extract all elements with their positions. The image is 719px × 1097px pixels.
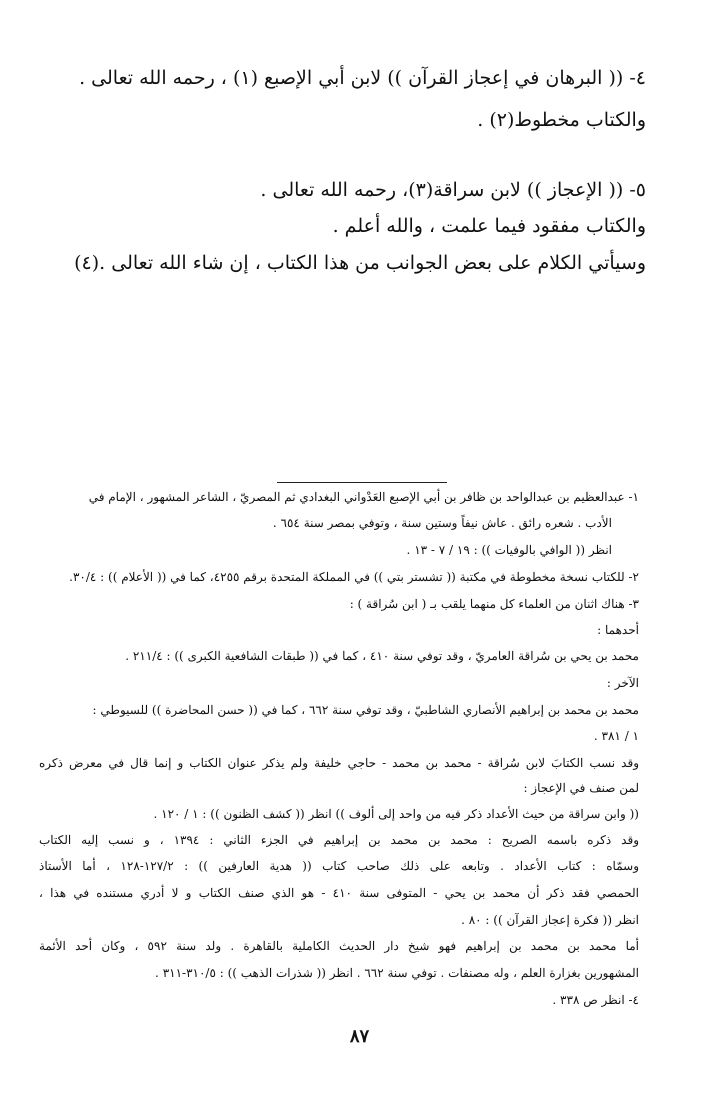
entry-5-title: ٥- (( الإعجاز )) لابن سراقة(٣)، رحمه الله تعالى . bbox=[260, 179, 646, 201]
footnote-3-line: أحدهما : bbox=[597, 623, 639, 637]
footnote-4-line: ٤- انظر ص ٣٣٨ . bbox=[552, 993, 639, 1007]
footnote-3-line: المشهورين بغزارة العلم ، وله مصنفات . توفي سنة ٦٦٢ . انظر (( شذرات الذهب )) : ٣١٠/٥-٣١١ . bbox=[155, 966, 639, 980]
footnote-3-line: لمن صنف في الإعجاز : bbox=[523, 781, 639, 795]
entry-4-note: والكتاب مخطوط(٢) . bbox=[477, 109, 646, 131]
footnote-3-line: وقد نسب الكتابَ لابن سُراقة - محمد بن محمد - حاجي خليفة ولم يذكر عنوان الكتاب و إنما قال في معرض ذكره bbox=[39, 756, 639, 770]
footnote-3-line: محمد بن محمد بن إبراهيم الأنصاري الشاطبيّ ، وقد توفي سنة ٦٦٢ ، كما في (( حسن المحاضرة )) للسيوطي : bbox=[92, 703, 639, 717]
page-number: ٨٧ bbox=[349, 1026, 370, 1047]
footnote-2-line: ٢- للكتاب نسخة مخطوطة في مكتبة (( تشستر بتي )) في المملكة المتحدة برقم ٤٢٥٥، كما في (( الأعلام )) : ٣٠/٤. bbox=[69, 570, 639, 584]
footnote-3-line: وقد ذكره باسمه الصريح : محمد بن محمد بن إبراهيم في الجزء الثاني : ١٣٩٤ ، و نسب إليه الكتاب bbox=[39, 833, 639, 847]
footnote-3-line: انظر (( فكرة إعجاز القرآن )) : ٨٠ . bbox=[461, 913, 639, 927]
entry-4-title: ٤- (( البرهان في إعجاز القرآن )) لابن أبي الإصبع (١) ، رحمه الله تعالى . bbox=[79, 67, 646, 89]
footnote-divider bbox=[277, 482, 447, 483]
footnote-1-line: ١- عبدالعظيم بن عبدالواحد بن ظافر بن أبي الإصبع العَدْواني البغدادي ثم المصريّ ، الشاعر المشهور ، الإمام في bbox=[88, 490, 639, 504]
footnote-1-line: الأدب . شعره رائق . عاش نيفاً وستين سنة ، وتوفي بمصر سنة ٦٥٤ . bbox=[272, 516, 612, 530]
footnote-3-line: أما محمد بن محمد بن إبراهيم فهو شيخ دار الحديث الكاملية بالقاهرة . ولد سنة ٥٩٢ ، وكان أحد الأئمة bbox=[39, 939, 639, 953]
footnote-3-line: محمد بن يحي بن سُراقة العامريّ ، وقد توفي سنة ٤١٠ ، كما في (( طبقات الشافعية الكبرى )) : ٢١١/٤ . bbox=[125, 649, 639, 663]
footnote-3-line: ١ / ٣٨١ . bbox=[593, 729, 639, 743]
entry-5-note: والكتاب مفقود فيما علمت ، والله أعلم . bbox=[332, 215, 646, 237]
footnote-3-line: الحمصي فقد ذكر أن محمد بن يحي - المتوفى سنة ٤١٠ - هو الذي صنف الكتاب و لا أدري مستنده في هذا ، bbox=[39, 886, 639, 900]
footnote-3-line: (( وابن سراقة من حيث الأعداد ذكر فيه من واحد إلى ألوف )) انظر (( كشف الظنون )) : ١ / ١٢٠ . bbox=[153, 807, 639, 821]
closing-remark: وسيأتي الكلام على بعض الجوانب من هذا الكتاب ، إن شاء الله تعالى .(٤) bbox=[74, 252, 646, 274]
footnote-3-line: الآخر : bbox=[606, 676, 639, 690]
footnote-1-line: انظر (( الوافي بالوفيات )) : ١٩ / ٧ - ١٣ . bbox=[406, 543, 612, 557]
footnote-3-line: ٣- هناك اثنان من العلماء كل منهما يلقب بـ ( ابن سُراقة ) : bbox=[349, 597, 639, 611]
footnote-3-line: وسمّاه : كتاب الأعداد . وتابعه على ذلك صاحب كتاب (( هدية العارفين )) : ١٢٧/٢-١٢٨ ، أما الأستاذ bbox=[39, 859, 639, 873]
